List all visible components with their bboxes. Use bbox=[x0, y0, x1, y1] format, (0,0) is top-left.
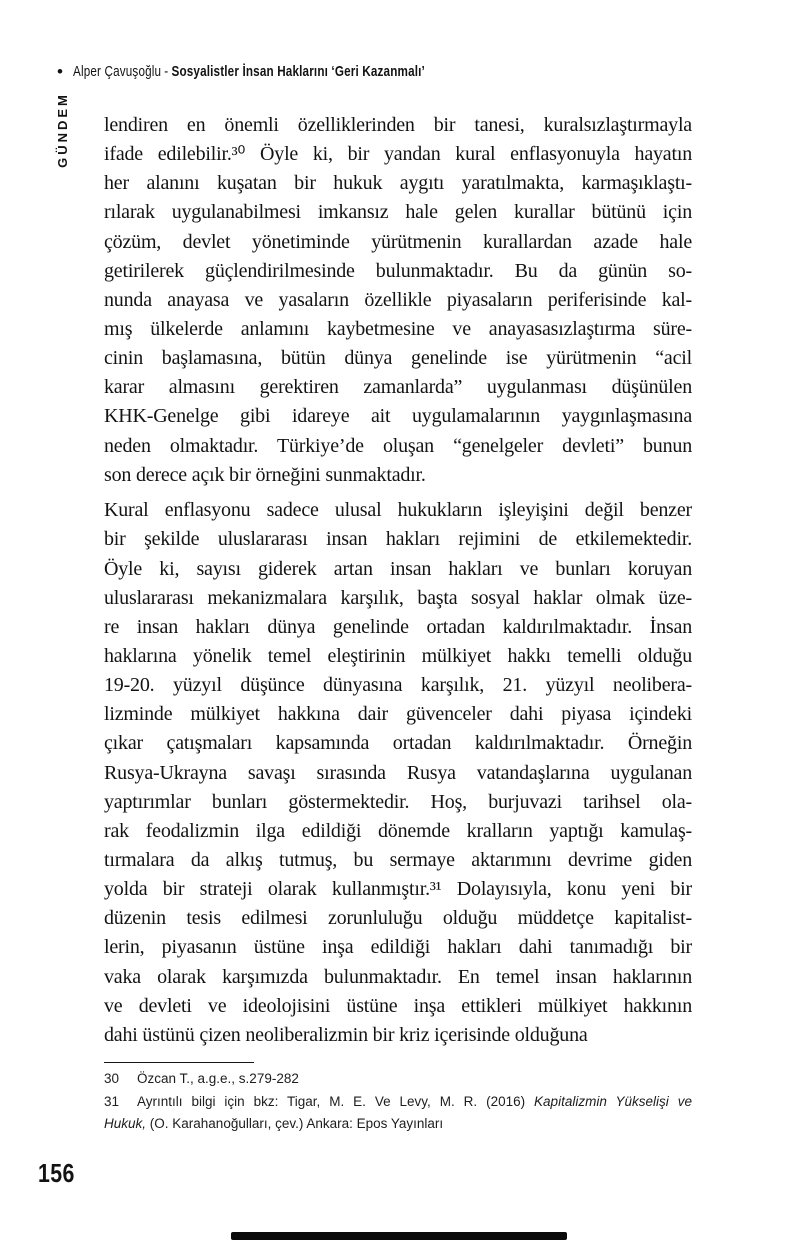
footnote-text-prefix: Ayrıntılı bilgi için bkz: Tigar, M. E. Ve Levy, M. R. (2016) bbox=[137, 1093, 535, 1109]
text-line: her alanını kuşatan bir hukuk aygıtı yaratılmakta, karmaşıklaştı- bbox=[104, 172, 692, 195]
text-line: lerin, piyasanın üstüne inşa edildiği hakları dahi tanımadığı bir bbox=[104, 936, 692, 959]
text-line: mış ülkelerde anlamını kaybetmesine ve anayasasızlaştırma süre- bbox=[104, 317, 692, 340]
footnote-number: 30 bbox=[104, 1071, 120, 1086]
text-line: getirilerek güçlendirilmesinde bulunmaktadır. Bu da günün so- bbox=[104, 259, 692, 282]
header-title: Sosyalistler İnsan Haklarını ‘Geri Kazanmalı’ bbox=[171, 63, 425, 80]
text-line: 19-20. yüzyıl düşünce dünyasına karşılık, 21. yüzyıl neolibera- bbox=[104, 674, 692, 697]
section-label-vertical: GÜNDEM bbox=[55, 92, 70, 168]
home-indicator-bar[interactable] bbox=[231, 1232, 567, 1240]
text-line: tırmalara da alkış tutmuş, bu sermaye aktarımını devrime giden bbox=[104, 849, 692, 872]
text-line: lizminde mülkiyet hakkına dair güvenceler dahi piyasa içindeki bbox=[104, 703, 692, 726]
header-author: Alper Çavuşoğlu bbox=[72, 63, 162, 80]
page-number: 156 bbox=[38, 1158, 75, 1188]
text-line: vaka olarak karşımızda bulunmaktadır. En temel insan haklarının bbox=[104, 965, 692, 988]
text-line: rılarak uygulanabilmesi imkansız hale gelen kurallar bütünü için bbox=[104, 201, 692, 224]
text-line: Kural enflasyonu sadece ulusal hukukların işleyişini değil benzer bbox=[104, 499, 692, 522]
footnote-text: Özcan T., a.g.e., s.279-282 bbox=[137, 1071, 299, 1086]
text-line: bir şekilde uluslararası insan hakları rejimini de etkilemektedir. bbox=[104, 528, 692, 551]
text-line: uluslararası mekanizmalara karşılık, başta sosyal haklar olmak üze- bbox=[104, 586, 692, 609]
text-line: re insan hakları dünya genelinde ortadan kaldırılmaktadır. İnsan bbox=[104, 615, 692, 638]
text-line: cinin başlamasına, bütün dünya genelinde ise yürütmenin “acil bbox=[104, 347, 692, 370]
text-line: yolda bir strateji olarak kullanmıştır.³¹ Dolayısıyla, konu yeni bir bbox=[104, 878, 692, 901]
header-separator: - bbox=[164, 63, 169, 80]
text-line: çözüm, devlet yönetiminde yürütmenin kurallardan azade hale bbox=[104, 230, 692, 253]
text-line: lendiren en önemli özelliklerinden bir tanesi, kuralsızlaştırmayla bbox=[104, 114, 692, 136]
text-line: Öyle ki, sayısı giderek artan insan hakları ve bunları koruyan bbox=[104, 557, 692, 580]
text-line: dahi üstünü çizen neoliberalizmin bir kriz içerisinde olduğuna bbox=[104, 1023, 588, 1046]
text-line: nunda anayasa ve yasaların özellikle piyasaların periferisinde kal- bbox=[104, 288, 692, 311]
header-text bbox=[73, 63, 425, 80]
footnote-italic-title: Hukuk, bbox=[104, 1116, 147, 1131]
text-line: karar almasını gerektiren zamanlarda” uygulanması düşünülen bbox=[104, 376, 692, 399]
body-text bbox=[104, 111, 692, 1057]
text-line: ve devleti ve ideolojisini üstüne inşa ettikleri mülkiyet hakkının bbox=[104, 994, 692, 1017]
footnote-text-suffix: (O. Karahanoğulları, çev.) Ankara: Epos Yayınları bbox=[146, 1116, 444, 1131]
paragraph bbox=[104, 496, 692, 1050]
text-line: Rusya-Ukrayna savaşı sırasında Rusya vatandaşlarına uygulanan bbox=[104, 761, 692, 784]
footnote-italic-title: Kapitalizmin Yükselişi ve bbox=[534, 1093, 692, 1109]
footnote-31-line2 bbox=[104, 1113, 692, 1136]
bullet-icon: • bbox=[57, 62, 63, 81]
footnote-31-line1 bbox=[104, 1091, 692, 1114]
text-line: KHK-Genelge gibi idareye ait uygulamalarının yaygınlaşmasına bbox=[104, 405, 692, 428]
footnote-text bbox=[137, 1094, 692, 1109]
text-line: son derece açık bir örneğini sunmaktadır. bbox=[104, 463, 426, 486]
footnote-number: 31 bbox=[104, 1093, 120, 1109]
text-line: haklarına yönelik temel eleştirinin mülkiyet hakkı temelli olduğu bbox=[104, 645, 692, 668]
paragraph bbox=[104, 111, 692, 490]
text-line: neden olmaktadır. Türkiye’de oluşan “genelgeler devleti” bunun bbox=[104, 434, 692, 457]
text-line: rak feodalizmin ilga edildiği dönemde kralların yaptığı kamulaş- bbox=[104, 819, 692, 842]
footnote-divider bbox=[104, 1062, 254, 1063]
text-line: yaptırımlar bunları göstermektedir. Hoş, burjuvazi tarihsel ola- bbox=[104, 790, 692, 813]
text-line: düzenin tesis edilmesi zorunluluğu olduğu müddetçe kapitalist- bbox=[104, 907, 692, 930]
running-header bbox=[57, 63, 524, 80]
text-line: çıkar çatışmaları kapsamında ortadan kaldırılmaktadır. Örneğin bbox=[104, 732, 692, 755]
text-line: ifade edilebilir.³⁰ Öyle ki, bir yandan kural enflasyonuyla hayatın bbox=[104, 143, 692, 166]
footnote-30 bbox=[104, 1068, 692, 1091]
footnotes bbox=[104, 1068, 692, 1136]
